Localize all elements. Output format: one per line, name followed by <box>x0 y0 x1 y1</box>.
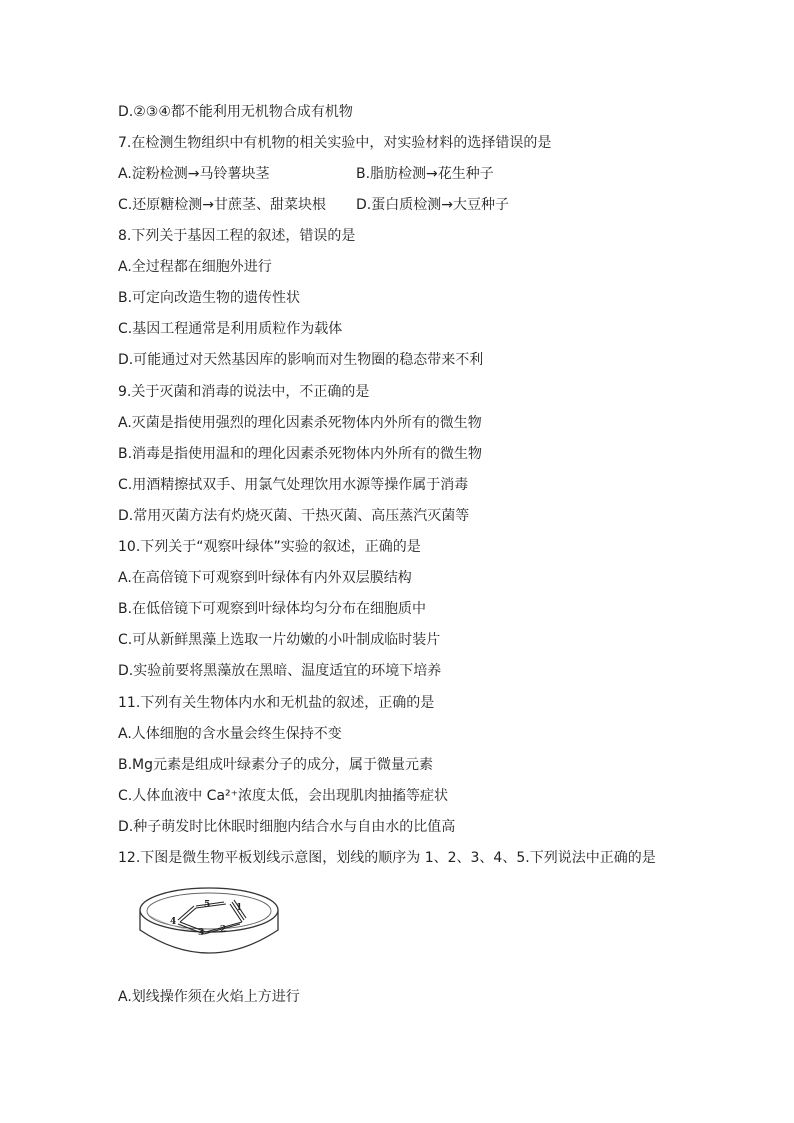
q8-option-c: C.基因工程通常是利用质粒作为载体 <box>118 321 343 337</box>
q7-option-b: B.脂肪检测→花生种子 <box>356 166 494 182</box>
q9-option-c: C.用酒精擦拭双手、用氯气处理饮用水源等操作属于消毒 <box>118 477 469 493</box>
q11-option-d: D.种子萌发时比休眠时细胞内结合水与自由水的比值高 <box>118 819 456 835</box>
question-11: 11.下列有关生物体内水和无机盐的叙述，正确的是 <box>118 695 435 711</box>
streak-label-2: 2 <box>220 925 227 935</box>
question-9: 9.关于灭菌和消毒的说法中，不正确的是 <box>118 384 370 400</box>
q11-option-c: C.人体血液中 Ca²⁺浓度太低，会出现肌肉抽搐等症状 <box>118 788 449 804</box>
petri-dish-svg <box>136 880 282 962</box>
q9-option-b: B.消毒是指使用温和的理化因素杀死物体内外所有的微生物 <box>118 446 483 462</box>
dish-rim-outer <box>140 888 278 932</box>
q10-option-c: C.可从新鲜黑藻上选取一片幼嫩的小叶制成临时装片 <box>118 632 441 648</box>
question-10: 10.下列关于“观察叶绿体”实验的叙述，正确的是 <box>118 539 421 555</box>
q11-option-b: B.Mg元素是组成叶绿素分子的成分，属于微量元素 <box>118 757 434 773</box>
q10-option-d: D.实验前要将黑藻放在黑暗、温度适宜的环境下培养 <box>118 663 442 679</box>
q7-option-a: A.淀粉检测→马铃薯块茎 <box>118 166 270 182</box>
q9-option-a: A.灭菌是指使用强烈的理化因素杀死物体内外所有的微生物 <box>118 415 482 431</box>
q10-option-b: B.在低倍镜下可观察到叶绿体均匀分布在细胞质中 <box>118 601 427 617</box>
q8-option-b: B.可定向改造生物的遗传性状 <box>118 290 301 306</box>
streak-label-1: 1 <box>236 903 243 913</box>
streak-label-4: 4 <box>170 917 177 927</box>
option-d-prev: D.②③④都不能利用无机物合成有机物 <box>118 104 353 120</box>
question-12: 12.下图是微生物平板划线示意图，划线的顺序为 1、2、3、4、5.下列说法中正确的是 <box>118 850 656 866</box>
q12-option-a: A.划线操作须在火焰上方进行 <box>118 989 300 1005</box>
streak-label-3: 3 <box>198 928 205 938</box>
petri-dish-streak-figure <box>136 880 282 962</box>
q7-option-c: C.还原糖检测→甘蔗茎、甜菜块根 <box>118 197 326 213</box>
question-7: 7.在检测生物组织中有机物的相关实验中，对实验材料的选择错误的是 <box>118 135 552 151</box>
q8-option-d: D.可能通过对天然基因库的影响而对生物圈的稳态带来不利 <box>118 352 484 368</box>
streak-label-5: 5 <box>204 900 211 910</box>
q8-option-a: A.全过程都在细胞外进行 <box>118 259 272 275</box>
q9-option-d: D.常用灭菌方法有灼烧灭菌、干热灭菌、高压蒸汽灭菌等 <box>118 508 470 524</box>
q7-option-d: D.蛋白质检测→大豆种子 <box>356 197 509 213</box>
q10-option-a: A.在高倍镜下可观察到叶绿体有内外双层膜结构 <box>118 570 412 586</box>
q11-option-a: A.人体细胞的含水量会终生保持不变 <box>118 726 342 742</box>
question-8: 8.下列关于基因工程的叙述，错误的是 <box>118 228 356 244</box>
